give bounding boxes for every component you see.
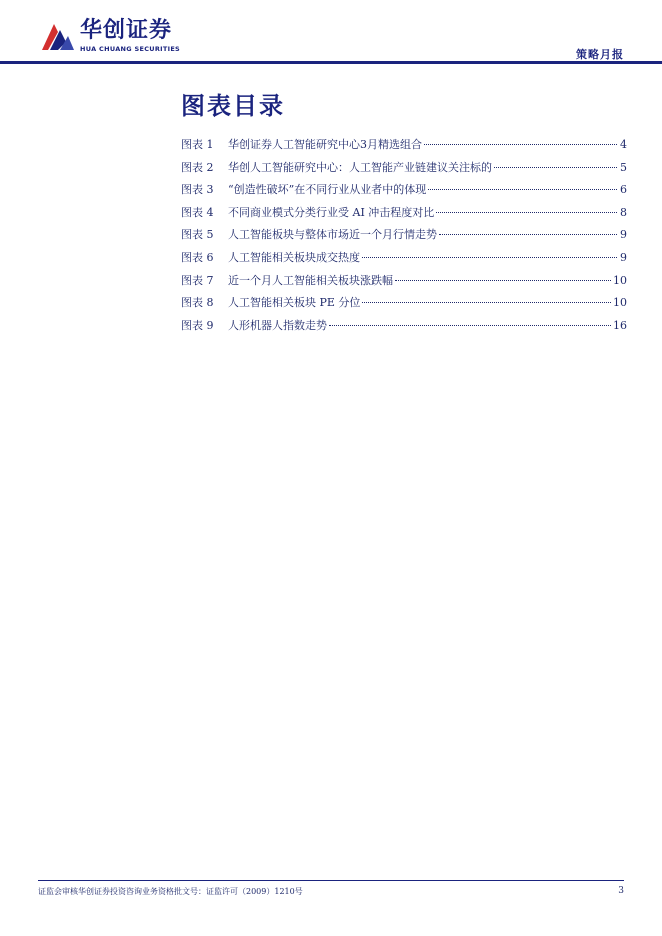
toc-leader-dots (439, 234, 617, 235)
toc-item-label: 图表 3 (181, 183, 214, 197)
toc-item-text: 人工智能板块与整体市场近一个月行情走势 (228, 228, 437, 242)
logo-mark-icon (40, 20, 76, 54)
toc-item-page: 16 (613, 318, 627, 332)
toc-item-page: 10 (613, 296, 627, 310)
toc-item-page: 5 (620, 160, 627, 174)
toc-item[interactable] (181, 317, 627, 340)
toc-item-label: 图表 2 (181, 160, 214, 174)
toc-item-text: 华创人工智能研究中心：人工智能产业链建议关注标的 (228, 160, 492, 174)
toc-item-label: 图表 9 (181, 318, 214, 332)
toc-item[interactable] (181, 294, 627, 317)
toc-item[interactable] (181, 159, 627, 182)
toc-title: 图表目录 (181, 92, 285, 120)
toc-item-page: 9 (620, 228, 627, 242)
toc-item-page: 8 (620, 205, 627, 219)
toc-item[interactable] (181, 249, 627, 272)
toc-item-page: 6 (620, 183, 627, 197)
toc-item[interactable] (181, 272, 627, 295)
logo-chinese-name: 华创证券 (80, 18, 173, 43)
header-divider (0, 61, 662, 64)
toc-item-page: 9 (620, 250, 627, 264)
toc-item-text: 人工智能相关板块成交热度 (228, 250, 360, 264)
company-logo (40, 18, 180, 58)
page-number: 3 (618, 886, 624, 896)
toc-item[interactable] (181, 181, 627, 204)
footer-divider (38, 880, 624, 881)
toc-leader-dots (362, 302, 611, 303)
toc-leader-dots (329, 325, 611, 326)
toc-leader-dots (424, 144, 617, 145)
logo-english-name: HUA CHUANG SECURITIES (80, 45, 181, 53)
toc-item[interactable] (181, 204, 627, 227)
toc-item-text: 人工智能相关板块 PE 分位 (228, 296, 361, 310)
toc-item-label: 图表 7 (181, 273, 214, 287)
toc-item[interactable] (181, 136, 627, 159)
toc-leader-dots (436, 212, 617, 213)
footer-disclaimer: 证监会审核华创证券投资咨询业务资格批文号：证监许可（2009）1210号 (38, 887, 303, 896)
toc-leader-dots (494, 167, 617, 168)
toc-item-text: 近一个月人工智能相关板块涨跌幅 (228, 273, 393, 287)
toc-list (181, 136, 627, 339)
toc-leader-dots (395, 280, 611, 281)
toc-item-label: 图表 8 (181, 296, 214, 310)
toc-item[interactable] (181, 226, 627, 249)
toc-item-label: 图表 6 (181, 250, 214, 264)
toc-item-page: 10 (613, 273, 627, 287)
report-type-label: 策略月报 (576, 48, 624, 61)
toc-item-text: 人形机器人指数走势 (228, 318, 327, 332)
toc-item-label: 图表 5 (181, 228, 214, 242)
toc-item-text: 不同商业模式分类行业受 AI 冲击程度对比 (228, 205, 435, 219)
toc-item-page: 4 (620, 138, 627, 151)
toc-leader-dots (362, 257, 617, 258)
toc-item-text: 华创证券人工智能研究中心3月精选组合 (228, 138, 422, 151)
toc-item-label: 图表 4 (181, 205, 214, 219)
toc-leader-dots (428, 189, 617, 190)
toc-item-text: “创造性破坏”在不同行业从业者中的体现 (228, 183, 427, 197)
toc-item-label: 图表 1 (181, 138, 214, 151)
